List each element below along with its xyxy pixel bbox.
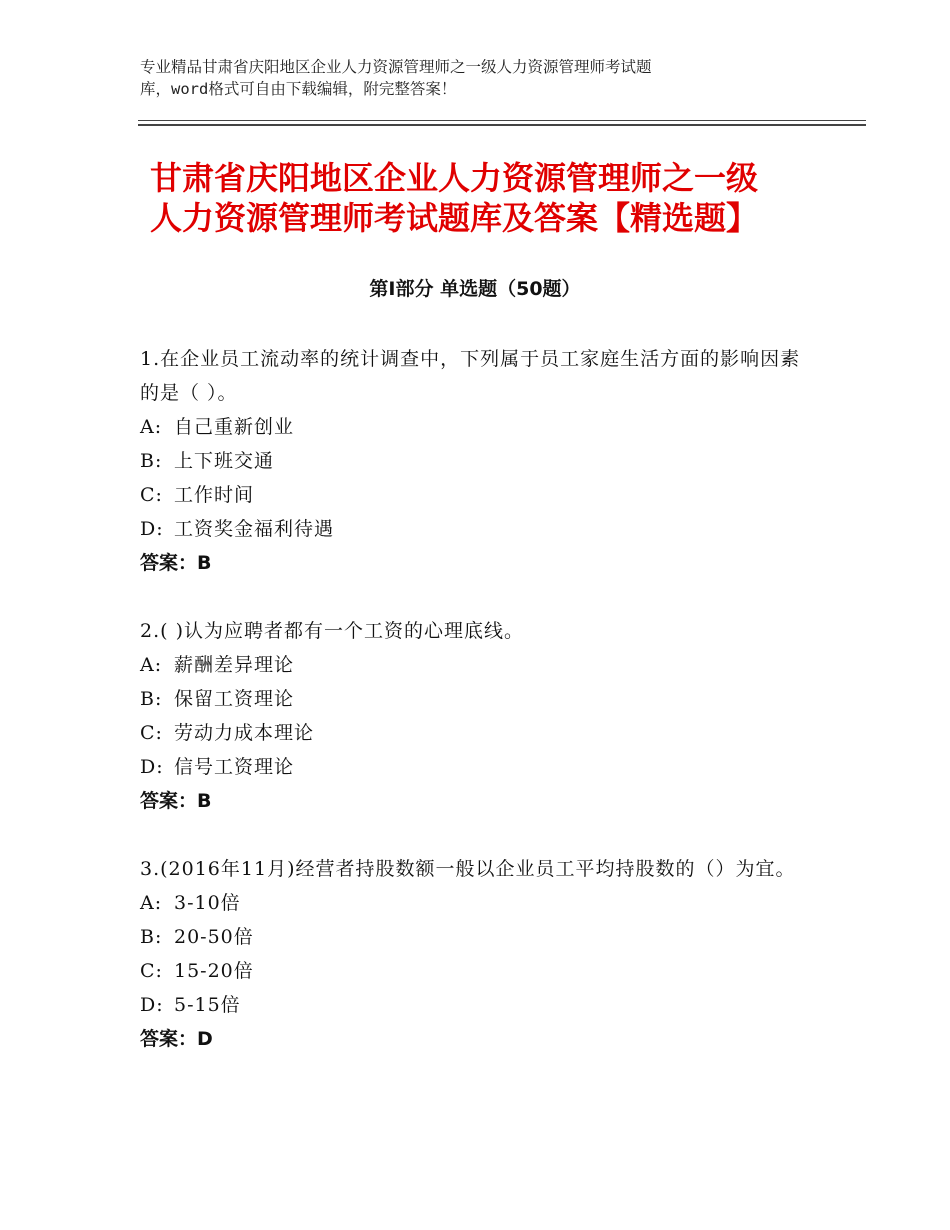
option-c [140,716,820,750]
option-a [140,886,820,920]
question-stem: 2.( )认为应聘者都有一个工资的心理底线。 [140,620,524,642]
option-text: 薪酬差异理论 [174,654,295,676]
option-text: 上下班交通 [174,450,275,472]
option-d [140,512,820,546]
question-stem: 3.(2016年11月)经营者持股数额一般以企业员工平均持股数的（）为宜。 [140,858,796,880]
option-key: D: [140,518,164,540]
option-b [140,920,820,954]
option-key: C: [140,960,163,982]
option-text: 3-10倍 [174,892,241,914]
option-a [140,648,820,682]
option-text: 工作时间 [174,484,255,506]
option-text: 工资奖金福利待遇 [174,518,335,540]
header-note-line-2: 库，word格式可自由下载编辑，附完整答案！ [140,80,457,98]
section-heading: 第Ⅰ部分 单选题（50题） [369,278,581,300]
option-text: 15-20倍 [174,960,254,982]
option-key: D: [140,756,164,778]
answer-label: 答案：B [140,552,212,574]
option-text: 保留工资理论 [174,688,295,710]
option-key: D: [140,994,164,1016]
option-key: B: [140,926,163,948]
answer-label: 答案：B [140,790,212,812]
option-text: 20-50倍 [174,926,254,948]
document-title [150,158,870,238]
header-note [140,56,820,100]
document-title-line-1: 甘肃省庆阳地区企业人力资源管理师之一级 [150,159,759,197]
option-text: 5-15倍 [174,994,241,1016]
option-key: B: [140,450,163,472]
question-2 [140,614,820,818]
question-list [140,342,820,1090]
document-title-line-2: 人力资源管理师考试题库及答案【精选题】 [150,199,759,237]
option-b [140,682,820,716]
option-text: 自己重新创业 [174,416,295,438]
option-a [140,410,820,444]
option-c [140,954,820,988]
option-c [140,478,820,512]
option-b [140,444,820,478]
option-key: A: [140,416,163,438]
option-d [140,988,820,1022]
question-3 [140,852,820,1056]
option-key: A: [140,892,163,914]
header-divider-thin [138,120,866,121]
option-text: 劳动力成本理论 [174,722,315,744]
option-key: C: [140,722,163,744]
option-key: A: [140,654,163,676]
option-text: 信号工资理论 [174,756,295,778]
question-stem: 1.在企业员工流动率的统计调查中，下列属于员工家庭生活方面的影响因素的是（ ）。 [140,348,801,404]
option-d [140,750,820,784]
question-1 [140,342,820,580]
option-key: B: [140,688,163,710]
option-key: C: [140,484,163,506]
answer-label: 答案：D [140,1028,213,1050]
header-divider-thick [138,124,866,126]
header-note-line-1: 专业精品甘肃省庆阳地区企业人力资源管理师之一级人力资源管理师考试题 [140,58,652,76]
